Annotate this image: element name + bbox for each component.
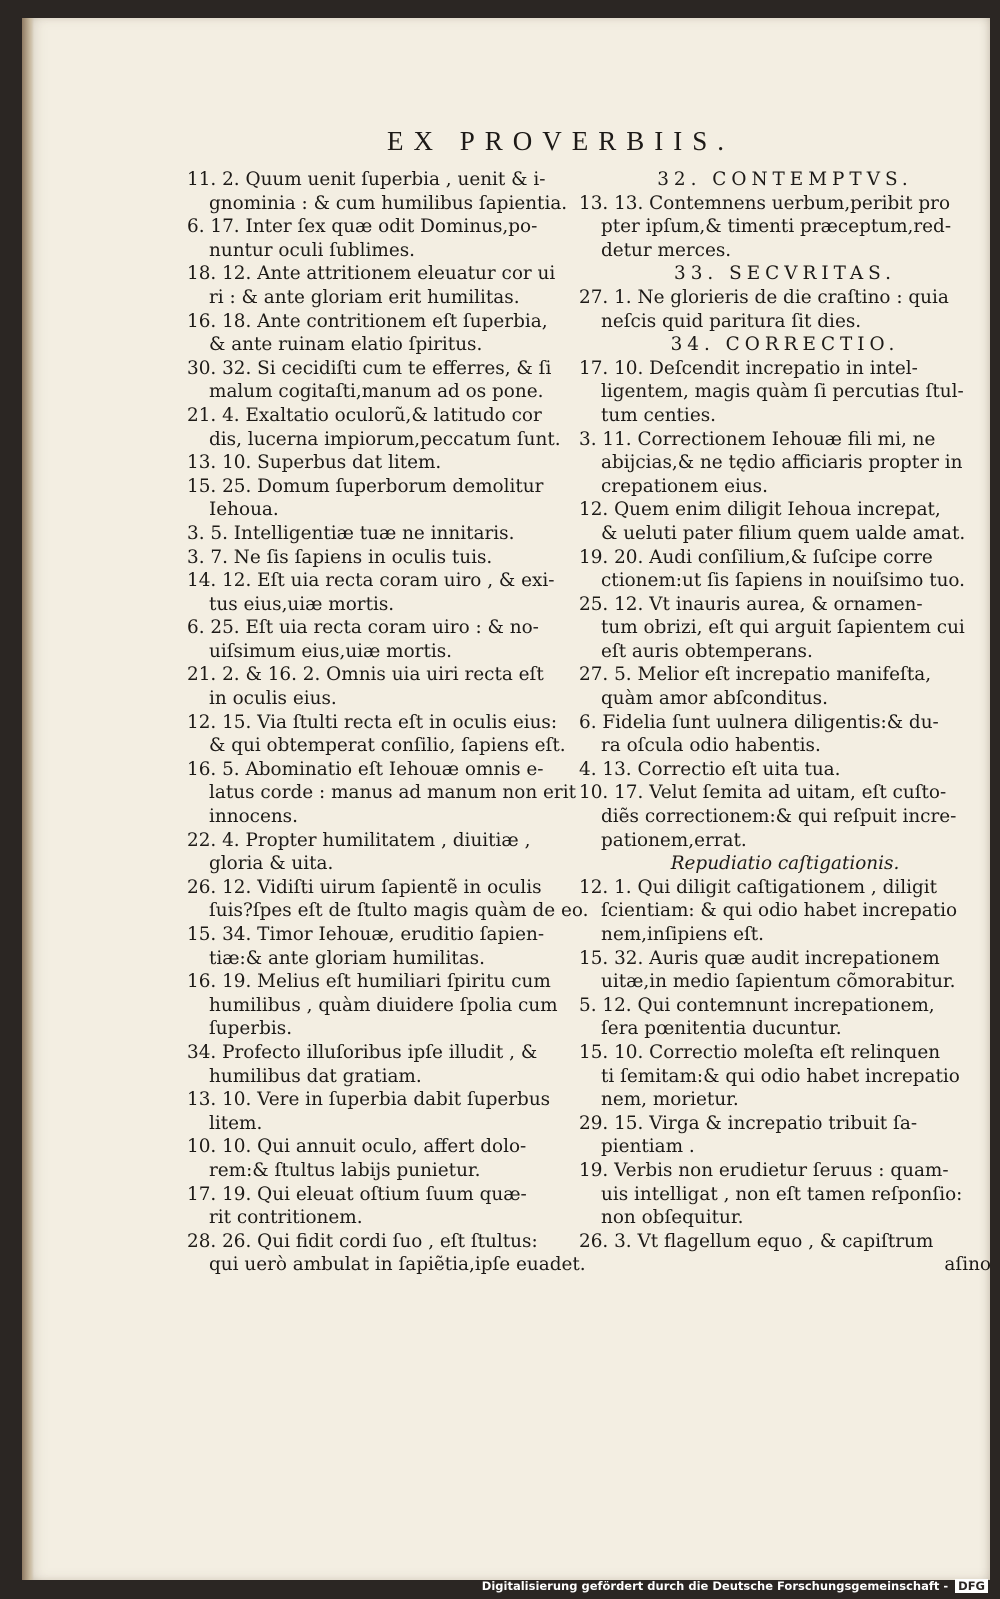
text-line: humilibus dat gratiam. xyxy=(209,1065,422,1087)
text-line: 3. 5. Intelligentiæ tuæ ne innitaris. xyxy=(187,522,515,544)
text-line: litem. xyxy=(209,1112,263,1134)
text-line: 15. 25. Domum ſuperborum demolitur xyxy=(187,475,544,497)
text-line: & qui obtemperat conſilio, ſapiens eſt. xyxy=(209,735,566,757)
text-line: 10. 17. Velut ſemita ad uitam, eſt cuſto- xyxy=(579,782,947,804)
text-line: ſuis?ſpes eſt de ſtulto magis quàm de eo. xyxy=(209,900,589,922)
text-line: 21. 2. & 16. 2. Omnis uia uiri recta eſt xyxy=(187,664,544,686)
text-line: neſcis quid paritura ſit dies. xyxy=(601,310,862,332)
text-line: 27. 5. Melior eſt increpatio manifeſta, xyxy=(579,664,932,686)
text-line: 4. 13. Correctio eſt uita tua. xyxy=(579,758,841,780)
text-line: non obſequitur. xyxy=(601,1207,744,1229)
text-line: pationem,errat. xyxy=(601,829,747,851)
text-line: 15. 34. Timor Iehouæ, eruditio ſapien- xyxy=(187,924,545,945)
text-line: ligentem, magis quàm ſi percutias ſtul- xyxy=(601,381,964,403)
text-line: qui uerò ambulat in ſapiẽtia,ipſe euadet. xyxy=(209,1254,586,1276)
book-binding xyxy=(22,18,34,1580)
text-line: 28. 26. Qui fidit cordi ſuo , eſt ſtultus: xyxy=(187,1230,538,1252)
text-line: latus corde : manus ad manum non erit xyxy=(209,782,576,804)
text-line: gnominia : & cum humilibus ſapientia. xyxy=(209,192,568,214)
text-line: humilibus , quàm diuidere ſpolia cum xyxy=(209,994,558,1016)
text-line: nuntur oculi ſublimes. xyxy=(209,239,416,261)
text-line: 3. 7. Ne ſis ſapiens in oculis tuis. xyxy=(187,546,493,568)
text-line: 19. Verbis non erudietur ſeruus : quam- xyxy=(579,1159,949,1181)
text-line: 3. 11. Correctionem Iehouæ fili mi, ne xyxy=(579,428,936,450)
text-line: 12. 15. Via ſtulti recta eſt in oculis eius: xyxy=(187,711,558,733)
text-line: 26. 12. Vidiſti uirum ſapientẽ in oculis xyxy=(187,876,542,898)
text-line: 22. 4. Propter humilitatem , diuitiæ , xyxy=(187,829,531,851)
text-line: quàm amor abſconditus. xyxy=(601,688,828,710)
text-line: 16. 18. Ante contritionem eſt ſuperbia, xyxy=(187,310,548,332)
text-line: & ueluti pater filium quem ualde amat. xyxy=(601,522,966,544)
text-line: 15. 10. Correctio moleſta eſt relinquen xyxy=(579,1041,941,1063)
text-line: uitæ,in medio ſapientum cõmorabitur. xyxy=(601,971,956,993)
text-line: ſcientiam: & qui odio habet increpatio xyxy=(601,900,958,922)
text-line: ſera pœnitentia ducuntur. xyxy=(601,1018,842,1040)
text-line: crepationem eius. xyxy=(601,475,768,497)
text-line: & ante ruinam elatio ſpiritus. xyxy=(209,334,483,356)
text-line: 30. 32. Si cecidiſti cum te efferres, & ſi xyxy=(187,357,552,379)
text-line: 5. 12. Qui contemnunt increpationem, xyxy=(579,994,935,1016)
text-line: uiſsimum eius,uiæ mortis. xyxy=(209,640,453,662)
text-line: eſt auris obtemperans. xyxy=(601,640,813,662)
footer-text: Digitalisierung gefördert durch die Deutsche Forschungsgemeinschaft - xyxy=(481,1579,949,1593)
text-line: pientiam . xyxy=(601,1136,695,1158)
text-line: tiæ:& ante gloriam humilitas. xyxy=(209,947,485,969)
text-line: diẽs correctionem:& qui reſpuit incre- xyxy=(601,806,957,828)
text-line: ſuperbis. xyxy=(209,1018,293,1040)
text-line: 6. Fidelia ſunt uulnera diligentis:& du- xyxy=(579,711,939,733)
text-line: 25. 12. Vt inauris aurea, & ornamen- xyxy=(579,593,923,615)
text-line: pter ipſum,& timenti præceptum,red- xyxy=(601,216,952,238)
text-line: tus eius,uiæ mortis. xyxy=(209,593,395,615)
text-line: 18. 12. Ante attritionem eleuatur cor ui xyxy=(187,263,556,285)
text-line: 6. 17. Inter ſex quæ odit Dominus,po- xyxy=(187,216,538,238)
text-line: nem, morietur. xyxy=(601,1089,739,1111)
text-line: aſino xyxy=(944,1254,991,1276)
text-line: 6. 25. Eſt uia recta coram uiro : & no- xyxy=(187,617,539,639)
text-line: 16. 5. Abominatio eſt Iehouæ omnis e- xyxy=(187,758,544,780)
text-line: 21. 4. Exaltatio oculorũ,& latitudo cor xyxy=(187,404,542,426)
text-line: 26. 3. Vt flagellum equo , & capiſtrum xyxy=(579,1230,934,1252)
running-head: EX PROVERBIIS. xyxy=(387,126,735,156)
text-line: ti ſemitam:& qui odio habet increpatio xyxy=(601,1065,960,1087)
text-line: tum centies. xyxy=(601,404,716,426)
section-heading: 32. CONTEMPTVS. xyxy=(657,169,913,190)
dfg-logo: DFG xyxy=(955,1579,988,1593)
text-line: 12. Quem enim diligit Iehoua increpat, xyxy=(579,499,941,521)
section-heading: 33. SECVRITAS. xyxy=(674,263,896,285)
text-line: dis, lucerna impiorum,peccatum ſunt. xyxy=(209,428,561,450)
text-line: rit contritionem. xyxy=(209,1207,363,1229)
text-line: tum obrizi, eſt qui arguit ſapientem cui xyxy=(601,617,965,639)
text-line: 17. 19. Qui eleuat oſtium ſuum quæ- xyxy=(187,1183,527,1205)
text-line: 12. 1. Qui diligit caſtigationem , diligit xyxy=(579,876,938,898)
text-line: ri : & ante gloriam erit humilitas. xyxy=(209,286,520,308)
text-line: 14. 12. Eſt uia recta coram uiro , & exi- xyxy=(187,570,555,592)
text-line: 27. 1. Ne glorieris de die craſtino : quia xyxy=(579,286,949,308)
text-line: 17. 10. Deſcendit increpatio in intel- xyxy=(579,357,918,379)
text-line: 13. 10. Superbus dat litem. xyxy=(187,452,442,474)
text-line: in oculis eius. xyxy=(209,688,337,710)
text-line: 19. 20. Audi conſilium,& ſuſcipe corre xyxy=(579,546,933,568)
text-line: 10. 10. Qui annuit oculo, affert dolo- xyxy=(187,1136,527,1158)
left-column xyxy=(187,168,589,1277)
text-line: ctionem:ut ſis ſapiens in nouiſsimo tuo. xyxy=(601,570,966,592)
text-line: Iehoua. xyxy=(209,499,279,521)
text-line: nem,inſipiens eſt. xyxy=(601,924,765,945)
text-line: gloria & uita. xyxy=(209,853,334,875)
section-heading: 34. CORRECTIO. xyxy=(670,334,900,356)
text-line: 34. Profecto illuſoribus ipſe illudit , & xyxy=(187,1041,538,1063)
text-line: innocens. xyxy=(209,806,298,828)
text-line: uis intelligat , non eſt tamen reſponſio: xyxy=(601,1183,963,1205)
text-line: 13. 10. Vere in ſuperbia dabit ſuperbus xyxy=(187,1089,551,1111)
footer-credit xyxy=(482,1579,988,1593)
text-line: rem:& ſtultus labijs punietur. xyxy=(209,1159,481,1181)
text-line: detur merces. xyxy=(601,239,732,261)
text-line: 13. 13. Contemnens uerbum,peribit pro xyxy=(579,192,951,214)
text-line: 29. 15. Virga & increpatio tribuit ſa- xyxy=(579,1112,918,1134)
text-line: 15. 32. Auris quæ audit increpationem xyxy=(579,947,940,969)
text-line: malum cogitaſti,manum ad os pone. xyxy=(209,381,544,403)
text-line: 11. 2. Quum uenit ſuperbia , uenit & i- xyxy=(187,169,546,190)
text-line: abijcias,& ne tędio afficiaris propter in xyxy=(601,452,963,474)
section-heading: Repudiatio caſtigationis. xyxy=(670,853,900,875)
right-column xyxy=(579,168,991,1277)
book-page xyxy=(22,18,990,1580)
text-line: ra oſcula odio habentis. xyxy=(601,735,821,757)
text-line: 16. 19. Melius eſt humiliari ſpiritu cum xyxy=(187,971,551,993)
